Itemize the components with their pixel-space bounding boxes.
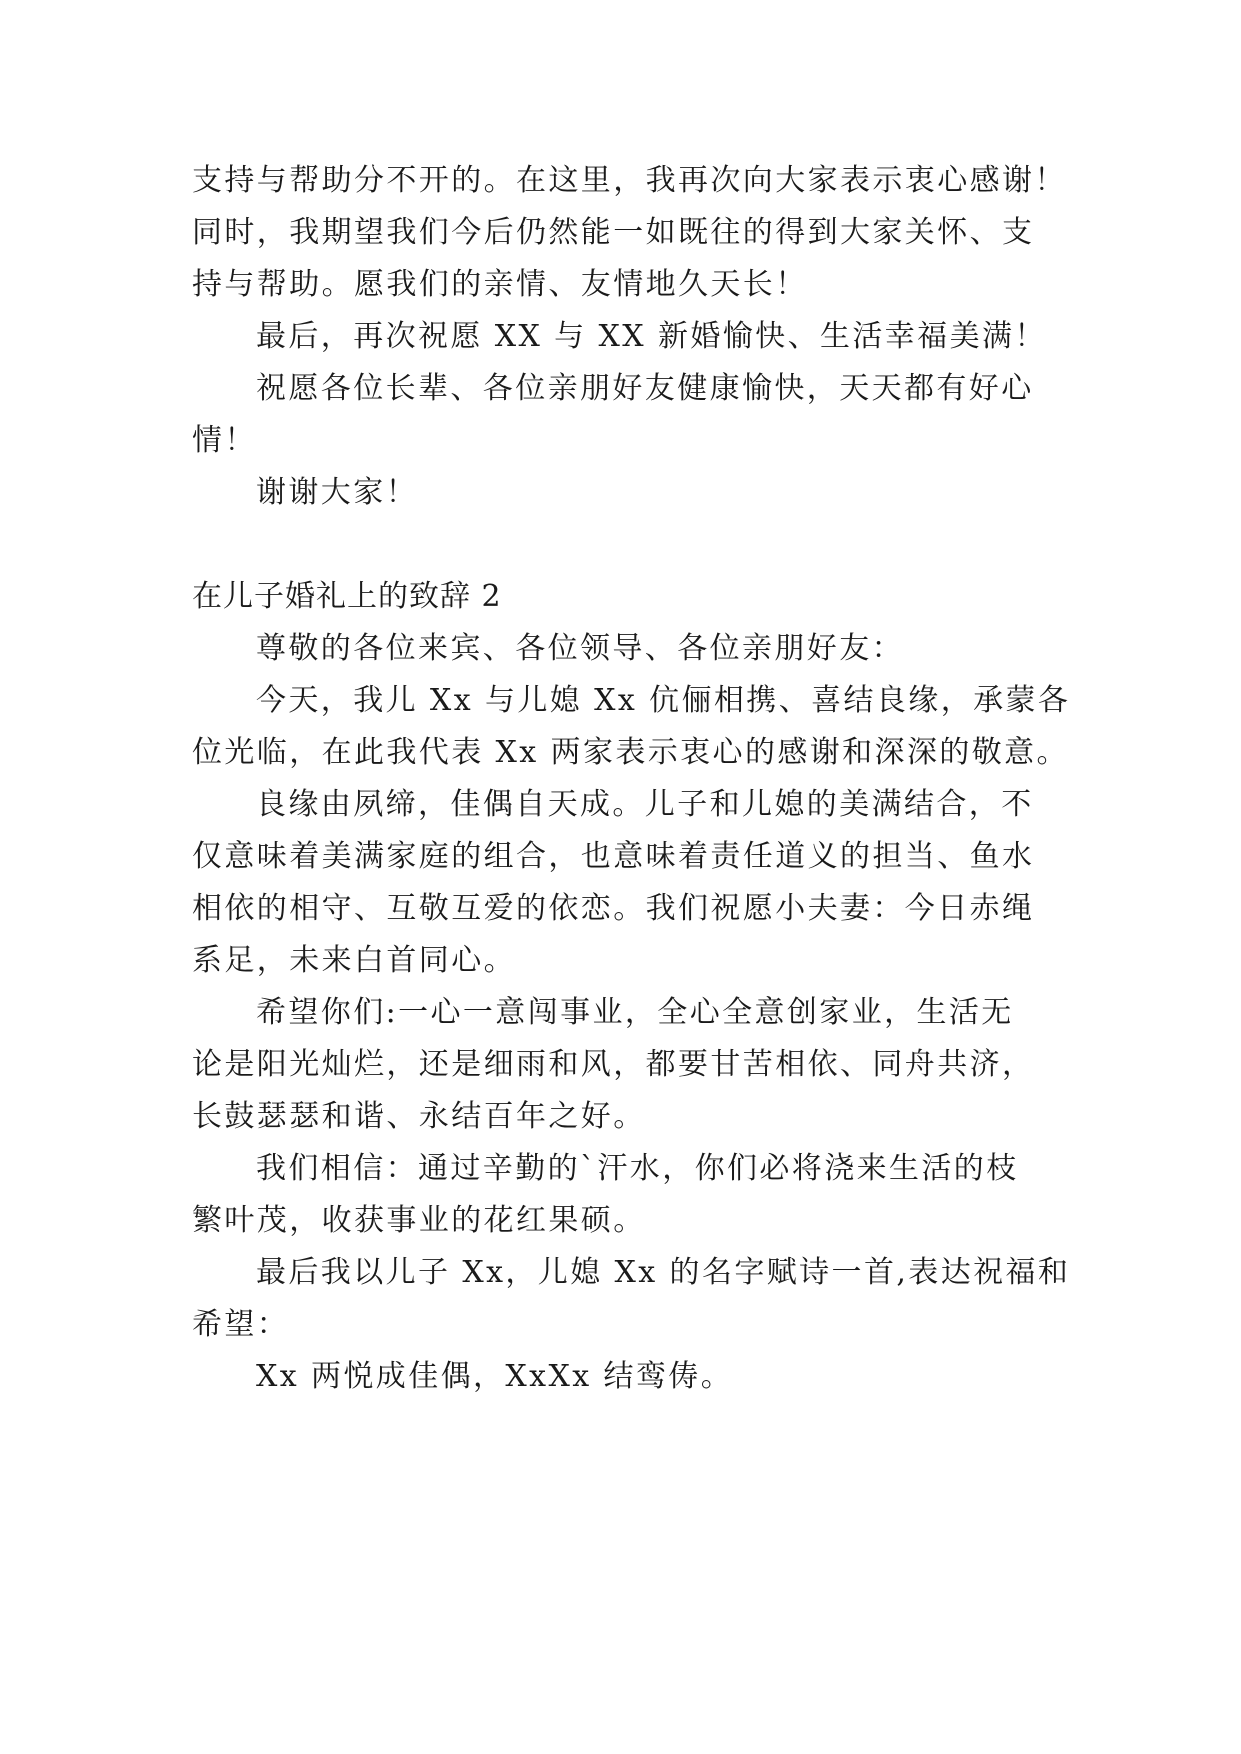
- paragraph-line: 支持与帮助分不开的。在这里，我再次向大家表示衷心感谢！: [192, 163, 1067, 198]
- paragraph-line: 祝愿各位长辈、各位亲朋好友健康愉快，天天都有好心: [256, 371, 1034, 406]
- paragraph-line: 持与帮助。愿我们的亲情、友情地久天长！: [192, 267, 808, 302]
- paragraph-line: 系足，未来白首同心。: [192, 943, 516, 978]
- paragraph-line: 良缘由夙缔，佳偶自天成。儿子和儿媳的美满结合，不: [256, 787, 1034, 822]
- section-heading: 在儿子婚礼上的致辞 2: [192, 579, 502, 614]
- paragraph-line: 希望：: [192, 1307, 290, 1342]
- paragraph-line: 我们相信：通过辛勤的`汗水，你们必将浇来生活的枝: [256, 1151, 1019, 1186]
- paragraph-line: 相依的相守、互敬互爱的依恋。我们祝愿小夫妻：今日赤绳: [192, 891, 1035, 926]
- paragraph-line: 希望你们:一心一意闯事业，全心全意创家业，生活无: [256, 995, 1014, 1030]
- paragraph-line: 同时，我期望我们今后仍然能一如既往的得到大家关怀、支: [192, 215, 1035, 250]
- paragraph-line: 最后，再次祝愿 XX 与 XX 新婚愉快、生活幸福美满！: [256, 319, 1047, 354]
- paragraph-line: 今天，我儿 Xx 与儿媳 Xx 伉俪相携、喜结良缘，承蒙各: [256, 683, 1071, 718]
- paragraph-line: 长鼓瑟瑟和谐、永结百年之好。: [192, 1099, 646, 1134]
- paragraph-line: 情！: [192, 423, 257, 458]
- salutation-line: 尊敬的各位来宾、各位领导、各位亲朋好友：: [256, 631, 904, 666]
- paragraph-line: 谢谢大家！: [256, 475, 418, 510]
- paragraph-line: 仅意味着美满家庭的组合，也意味着责任道义的担当、鱼水: [192, 839, 1035, 874]
- paragraph-line: 位光临，在此我代表 Xx 两家表示衷心的感谢和深深的敬意。: [192, 735, 1069, 770]
- paragraph-line: 最后我以儿子 Xx，儿媳 Xx 的名字赋诗一首,表达祝福和: [256, 1255, 1071, 1290]
- paragraph-line: 繁叶茂，收获事业的花红果硕。: [192, 1203, 646, 1238]
- paragraph-line: 论是阳光灿烂，还是细雨和风，都要甘苦相依、同舟共济，: [192, 1047, 1035, 1082]
- poem-line: Xx 两悦成佳偶，XxXx 结鸾俦。: [256, 1359, 734, 1394]
